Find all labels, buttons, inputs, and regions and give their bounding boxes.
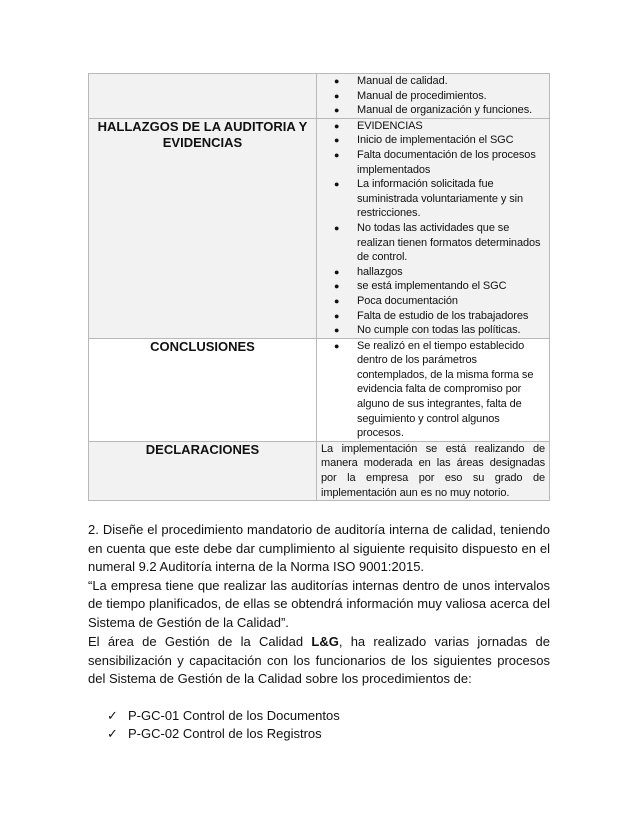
- procedures-checklist: [104, 707, 340, 742]
- conclusiones-cell: [317, 338, 550, 441]
- bullet-icon: ●: [334, 76, 340, 86]
- bullet-icon: ●: [334, 295, 340, 306]
- list-item: ● Se realizó en el tiempo establecido dentro de los parámetros contemplados, de la misma forma se evidencia falta de compromiso por alguno de sus integrantes, falta de seguimiento y control algunos procesos.: [334, 339, 534, 440]
- list-item: ● Inicio de implementación el SGC: [334, 134, 514, 147]
- bullet-icon: ●: [334, 266, 340, 277]
- list-item: ● EVIDENCIAS: [334, 119, 423, 132]
- conclusiones-label: CONCLUSIONES: [89, 338, 317, 441]
- hallazgos-label: HALLAZGOS DE LA AUDITORIA Y EVIDENCIAS: [89, 118, 317, 338]
- bullet-icon: ●: [334, 135, 340, 146]
- checkmark-icon: ✓: [107, 708, 118, 723]
- context-paragraph: El área de Gestión de la Calidad L&G, ha realizado varias jornadas de sensibilización y capacitación con los funcionarios de los siguientes procesos del Sistema de Gestión de la Calidad sobre los procedimientos de:: [88, 634, 550, 686]
- list-item: ✓ P-GC-01 Control de los Documentos: [107, 708, 340, 723]
- list-item: ● Falta de estudio de los trabajadores: [334, 309, 529, 322]
- declaraciones-cell: [317, 441, 550, 500]
- table-row: [89, 338, 550, 441]
- declaraciones-text: La implementación se está realizando de manera moderada en las áreas designadas por la empresa por eso su grado de implementación aun es no muy notorio.: [321, 442, 545, 499]
- bullet-icon: ●: [334, 281, 340, 292]
- bullet-icon: ●: [334, 90, 340, 101]
- audit-report-table: [88, 73, 550, 501]
- hallazgos-cell: [317, 118, 550, 338]
- bullet-icon: ●: [334, 149, 340, 160]
- list-item: ● No cumple con todas las políticas.: [334, 324, 521, 337]
- checkmark-icon: ✓: [107, 725, 118, 741]
- list-item: ✓ P-GC-02 Control de los Registros: [107, 725, 322, 741]
- bullet-icon: ●: [334, 325, 340, 336]
- list-item: ● Falta documentación de los procesos implementados: [334, 148, 536, 176]
- bullet-icon: ●: [334, 105, 340, 116]
- list-item: ● Manual de calidad.: [334, 75, 448, 87]
- list-item: ● Poca documentación: [334, 294, 458, 307]
- bullet-icon: ●: [334, 340, 340, 351]
- question-paragraph: [88, 521, 550, 632]
- quoted-requirement: “La empresa tiene que realizar las auditorías internas dentro de unos intervalos de tiempo planificados, de ellas se obtendrá información muy valiosa acerca del Sistema de Gestión de la Calidad”.: [88, 577, 550, 630]
- list-item: ● La información solicitada fue suministrada voluntariamente y sin restricciones.: [334, 178, 523, 220]
- table-row: [89, 74, 550, 119]
- list-item: ● No todas las actividades que se realizan tienen formatos determinados de control.: [334, 221, 541, 264]
- list-item: ● Manual de procedimientos.: [334, 89, 487, 102]
- question-text: 2. Diseñe el procedimiento mandatorio de auditoría interna de calidad, teniendo en cuenta que este debe dar cumplimiento al siguiente requisito dispuesto en el numeral 9.2 Auditoría interna de la Norma ISO 9001:2015.: [88, 522, 550, 574]
- list-item: ● Manual de organización y funciones.: [334, 104, 533, 117]
- table-row: [89, 118, 550, 338]
- table-row: [89, 441, 550, 500]
- empty-label-cell: [89, 74, 317, 119]
- manuals-cell: [317, 74, 550, 119]
- list-item: ● hallazgos: [334, 265, 403, 278]
- company-name: L&G: [311, 634, 339, 649]
- bullet-icon: ●: [334, 310, 340, 321]
- bullet-icon: ●: [334, 222, 340, 233]
- list-item: ● se está implementando el SGC: [334, 280, 507, 293]
- bullet-icon: ●: [334, 120, 340, 131]
- bullet-icon: ●: [334, 179, 340, 190]
- declaraciones-label: DECLARACIONES: [89, 441, 317, 500]
